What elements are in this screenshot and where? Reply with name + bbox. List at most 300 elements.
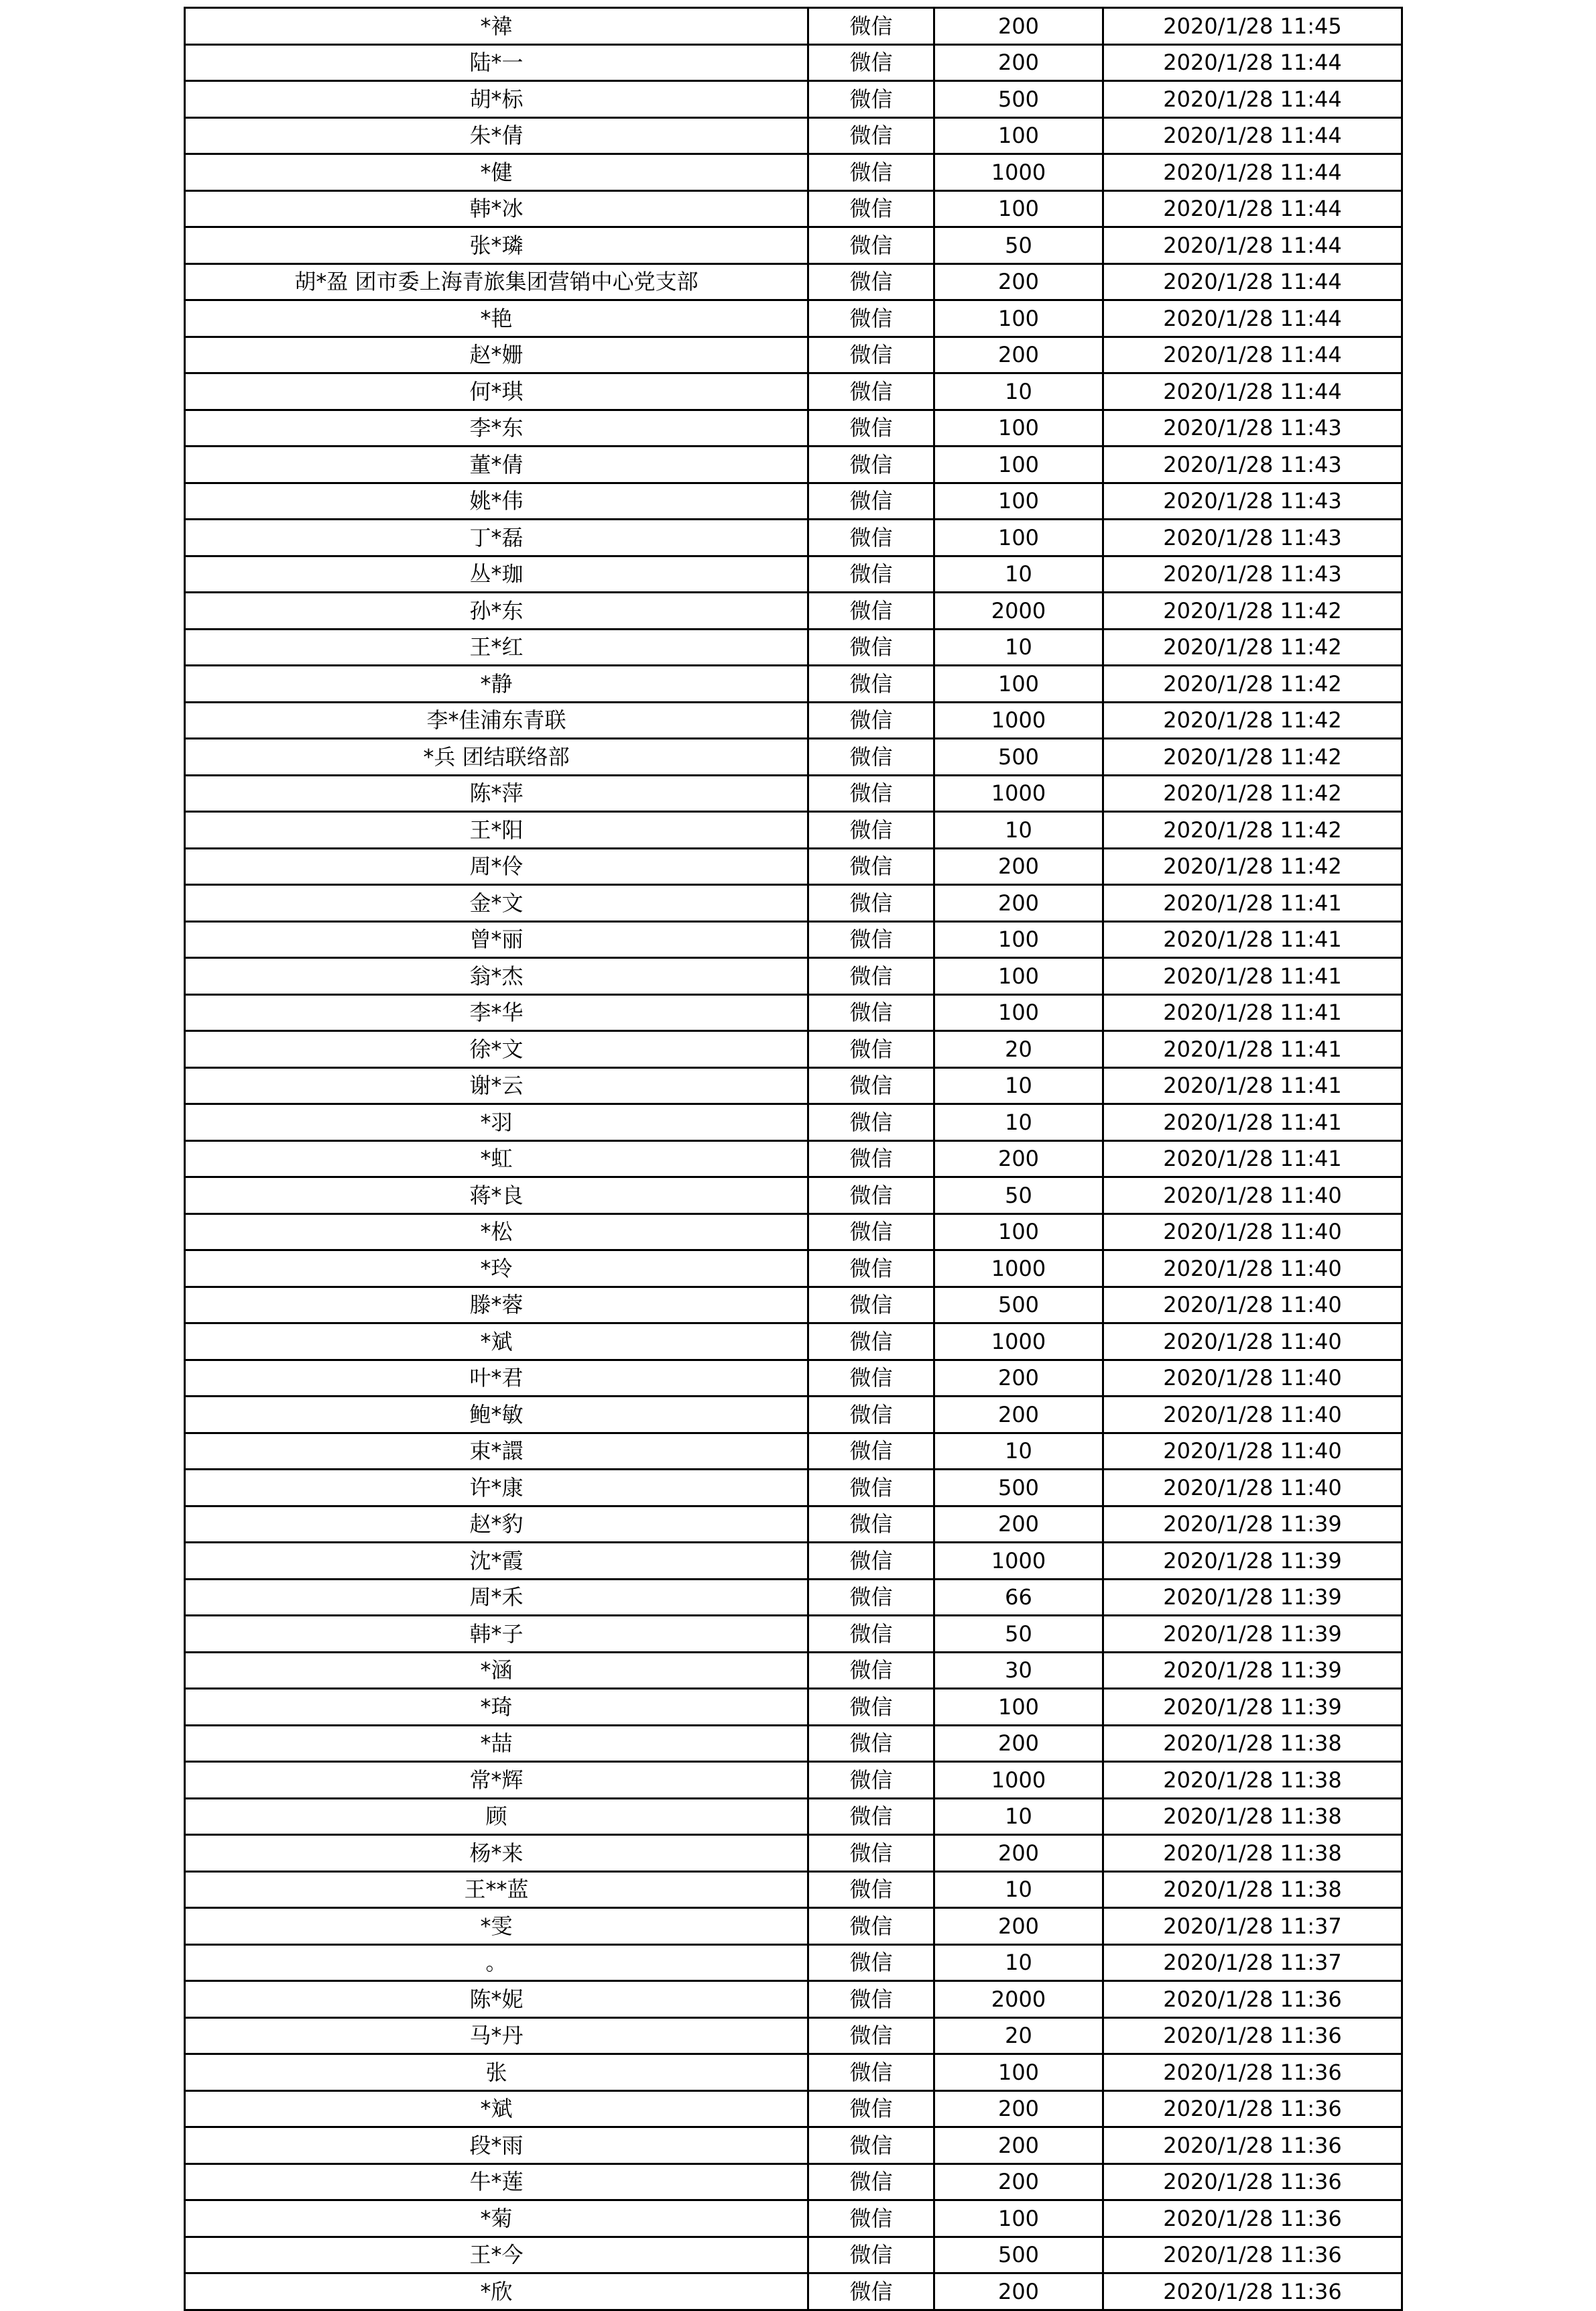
- table-row: [185, 2164, 1402, 2200]
- donor-name-cell: 周*禾: [185, 1579, 808, 1616]
- timestamp-cell: 2020/1/28 11:40: [1103, 1397, 1402, 1433]
- amount-cell: 100: [934, 921, 1103, 958]
- timestamp-cell: 2020/1/28 11:38: [1103, 1871, 1402, 1908]
- donor-name-cell: 王*阳: [185, 812, 808, 849]
- amount-cell: 100: [934, 2200, 1103, 2237]
- timestamp-cell: 2020/1/28 11:44: [1103, 373, 1402, 410]
- amount-cell: 2000: [934, 1981, 1103, 2018]
- table-row: [185, 702, 1402, 739]
- timestamp-cell: 2020/1/28 11:40: [1103, 1250, 1402, 1287]
- timestamp-cell: 2020/1/28 11:41: [1103, 921, 1402, 958]
- amount-cell: 100: [934, 1213, 1103, 1250]
- donor-name-cell: 王**蓝: [185, 1871, 808, 1908]
- amount-cell: 200: [934, 2273, 1103, 2310]
- table-row: [185, 2273, 1402, 2310]
- donor-name-cell: 姚*伟: [185, 483, 808, 520]
- amount-cell: 100: [934, 300, 1103, 337]
- timestamp-cell: 2020/1/28 11:36: [1103, 2127, 1402, 2164]
- table-row: [185, 1944, 1402, 1981]
- timestamp-cell: 2020/1/28 11:39: [1103, 1616, 1402, 1653]
- payment-channel-cell: 微信: [808, 1762, 934, 1799]
- amount-cell: 200: [934, 8, 1103, 45]
- amount-cell: 100: [934, 958, 1103, 995]
- table-row: [185, 1506, 1402, 1543]
- table-row: [185, 447, 1402, 483]
- donor-name-cell: 董*倩: [185, 447, 808, 483]
- payment-channel-cell: 微信: [808, 410, 934, 447]
- donor-name-cell: *斌: [185, 2090, 808, 2127]
- timestamp-cell: 2020/1/28 11:43: [1103, 556, 1402, 593]
- amount-cell: 200: [934, 2090, 1103, 2127]
- amount-cell: 10: [934, 1798, 1103, 1835]
- amount-cell: 30: [934, 1652, 1103, 1689]
- timestamp-cell: 2020/1/28 11:39: [1103, 1689, 1402, 1726]
- amount-cell: 100: [934, 2054, 1103, 2091]
- donor-name-cell: 常*辉: [185, 1762, 808, 1799]
- donor-name-cell: 。: [185, 1944, 808, 1981]
- amount-cell: 10: [934, 1944, 1103, 1981]
- table-row: [185, 2054, 1402, 2091]
- amount-cell: 10: [934, 1433, 1103, 1470]
- timestamp-cell: 2020/1/28 11:42: [1103, 629, 1402, 666]
- payment-channel-cell: 微信: [808, 1908, 934, 1945]
- amount-cell: 1000: [934, 1323, 1103, 1360]
- timestamp-cell: 2020/1/28 11:41: [1103, 1067, 1402, 1104]
- donor-name-cell: 金*文: [185, 885, 808, 922]
- amount-cell: 10: [934, 373, 1103, 410]
- table-row: [185, 373, 1402, 410]
- amount-cell: 200: [934, 263, 1103, 300]
- amount-cell: 200: [934, 885, 1103, 922]
- payment-channel-cell: 微信: [808, 593, 934, 630]
- amount-cell: 1000: [934, 1762, 1103, 1799]
- payment-channel-cell: 微信: [808, 1944, 934, 1981]
- timestamp-cell: 2020/1/28 11:42: [1103, 739, 1402, 776]
- payment-channel-cell: 微信: [808, 337, 934, 373]
- donor-name-cell: 马*丹: [185, 2017, 808, 2054]
- donor-name-cell: 蒋*良: [185, 1177, 808, 1214]
- table-row: [185, 1031, 1402, 1068]
- timestamp-cell: 2020/1/28 11:43: [1103, 520, 1402, 556]
- table-row: [185, 1835, 1402, 1872]
- timestamp-cell: 2020/1/28 11:36: [1103, 1981, 1402, 2018]
- donor-name-cell: *喆: [185, 1725, 808, 1762]
- table-row: [185, 1981, 1402, 2018]
- amount-cell: 500: [934, 739, 1103, 776]
- payment-channel-cell: 微信: [808, 1140, 934, 1177]
- amount-cell: 200: [934, 2164, 1103, 2200]
- table-row: [185, 812, 1402, 849]
- amount-cell: 100: [934, 994, 1103, 1031]
- payment-channel-cell: 微信: [808, 117, 934, 154]
- donor-name-cell: 牛*莲: [185, 2164, 808, 2200]
- timestamp-cell: 2020/1/28 11:44: [1103, 190, 1402, 227]
- amount-cell: 100: [934, 447, 1103, 483]
- table-row: [185, 629, 1402, 666]
- payment-channel-cell: 微信: [808, 44, 934, 81]
- payment-channel-cell: 微信: [808, 739, 934, 776]
- payment-channel-cell: 微信: [808, 1031, 934, 1068]
- payment-channel-cell: 微信: [808, 958, 934, 995]
- timestamp-cell: 2020/1/28 11:36: [1103, 2164, 1402, 2200]
- donation-table: [184, 7, 1403, 2311]
- donor-name-cell: 何*琪: [185, 373, 808, 410]
- payment-channel-cell: 微信: [808, 629, 934, 666]
- donor-name-cell: 谢*云: [185, 1067, 808, 1104]
- timestamp-cell: 2020/1/28 11:39: [1103, 1543, 1402, 1580]
- donor-name-cell: 丛*珈: [185, 556, 808, 593]
- payment-channel-cell: 微信: [808, 1433, 934, 1470]
- table-row: [185, 666, 1402, 703]
- donor-name-cell: 滕*蓉: [185, 1287, 808, 1323]
- amount-cell: 10: [934, 812, 1103, 849]
- donor-name-cell: 王*红: [185, 629, 808, 666]
- timestamp-cell: 2020/1/28 11:38: [1103, 1762, 1402, 1799]
- payment-channel-cell: 微信: [808, 447, 934, 483]
- donor-name-cell: *雯: [185, 1908, 808, 1945]
- amount-cell: 100: [934, 410, 1103, 447]
- timestamp-cell: 2020/1/28 11:44: [1103, 227, 1402, 264]
- payment-channel-cell: 微信: [808, 2200, 934, 2237]
- table-row: [185, 1689, 1402, 1726]
- payment-channel-cell: 微信: [808, 1506, 934, 1543]
- donor-name-cell: 胡*标: [185, 81, 808, 118]
- table-row: [185, 1725, 1402, 1762]
- amount-cell: 200: [934, 848, 1103, 885]
- amount-cell: 100: [934, 117, 1103, 154]
- amount-cell: 200: [934, 1397, 1103, 1433]
- payment-channel-cell: 微信: [808, 994, 934, 1031]
- timestamp-cell: 2020/1/28 11:44: [1103, 44, 1402, 81]
- table-row: [185, 154, 1402, 191]
- table-row: [185, 263, 1402, 300]
- donor-name-cell: *兵 团结联络部: [185, 739, 808, 776]
- timestamp-cell: 2020/1/28 11:40: [1103, 1470, 1402, 1506]
- timestamp-cell: 2020/1/28 11:44: [1103, 300, 1402, 337]
- donor-name-cell: 张*璘: [185, 227, 808, 264]
- payment-channel-cell: 微信: [808, 666, 934, 703]
- amount-cell: 50: [934, 1616, 1103, 1653]
- amount-cell: 10: [934, 1067, 1103, 1104]
- table-row: [185, 1871, 1402, 1908]
- table-row: [185, 337, 1402, 373]
- donor-name-cell: *琦: [185, 1689, 808, 1726]
- donor-name-cell: *艳: [185, 300, 808, 337]
- donor-name-cell: 陆*一: [185, 44, 808, 81]
- timestamp-cell: 2020/1/28 11:45: [1103, 8, 1402, 45]
- donor-name-cell: 沈*霞: [185, 1543, 808, 1580]
- timestamp-cell: 2020/1/28 11:40: [1103, 1177, 1402, 1214]
- payment-channel-cell: 微信: [808, 373, 934, 410]
- amount-cell: 500: [934, 2237, 1103, 2273]
- timestamp-cell: 2020/1/28 11:39: [1103, 1506, 1402, 1543]
- payment-channel-cell: 微信: [808, 263, 934, 300]
- timestamp-cell: 2020/1/28 11:42: [1103, 848, 1402, 885]
- table-row: [185, 593, 1402, 630]
- payment-channel-cell: 微信: [808, 1213, 934, 1250]
- donor-name-cell: *斌: [185, 1323, 808, 1360]
- timestamp-cell: 2020/1/28 11:41: [1103, 958, 1402, 995]
- table-row: [185, 1908, 1402, 1945]
- payment-channel-cell: 微信: [808, 1579, 934, 1616]
- timestamp-cell: 2020/1/28 11:36: [1103, 2273, 1402, 2310]
- table-row: [185, 1104, 1402, 1141]
- payment-channel-cell: 微信: [808, 1397, 934, 1433]
- payment-channel-cell: 微信: [808, 8, 934, 45]
- table-row: [185, 958, 1402, 995]
- amount-cell: 500: [934, 1470, 1103, 1506]
- table-row: [185, 1397, 1402, 1433]
- amount-cell: 100: [934, 1689, 1103, 1726]
- donor-name-cell: 韩*冰: [185, 190, 808, 227]
- amount-cell: 1000: [934, 1250, 1103, 1287]
- timestamp-cell: 2020/1/28 11:42: [1103, 812, 1402, 849]
- donor-name-cell: 丁*磊: [185, 520, 808, 556]
- payment-channel-cell: 微信: [808, 1177, 934, 1214]
- table-row: [185, 1067, 1402, 1104]
- amount-cell: 200: [934, 337, 1103, 373]
- amount-cell: 200: [934, 44, 1103, 81]
- donor-name-cell: 李*东: [185, 410, 808, 447]
- table-row: [185, 520, 1402, 556]
- table-row: [185, 2017, 1402, 2054]
- table-row: [185, 739, 1402, 776]
- payment-channel-cell: 微信: [808, 848, 934, 885]
- payment-channel-cell: 微信: [808, 190, 934, 227]
- payment-channel-cell: 微信: [808, 2090, 934, 2127]
- payment-channel-cell: 微信: [808, 1543, 934, 1580]
- timestamp-cell: 2020/1/28 11:44: [1103, 81, 1402, 118]
- amount-cell: 100: [934, 520, 1103, 556]
- timestamp-cell: 2020/1/28 11:40: [1103, 1287, 1402, 1323]
- donor-name-cell: *健: [185, 154, 808, 191]
- amount-cell: 100: [934, 483, 1103, 520]
- table-row: [185, 1543, 1402, 1580]
- payment-channel-cell: 微信: [808, 2273, 934, 2310]
- timestamp-cell: 2020/1/28 11:40: [1103, 1360, 1402, 1397]
- donor-name-cell: 李*华: [185, 994, 808, 1031]
- payment-channel-cell: 微信: [808, 1067, 934, 1104]
- table-row: [185, 227, 1402, 264]
- payment-channel-cell: 微信: [808, 812, 934, 849]
- timestamp-cell: 2020/1/28 11:36: [1103, 2017, 1402, 2054]
- table-row: [185, 190, 1402, 227]
- payment-channel-cell: 微信: [808, 1871, 934, 1908]
- table-row: [185, 1360, 1402, 1397]
- timestamp-cell: 2020/1/28 11:36: [1103, 2054, 1402, 2091]
- amount-cell: 20: [934, 1031, 1103, 1068]
- table-row: [185, 44, 1402, 81]
- donor-name-cell: 叶*君: [185, 1360, 808, 1397]
- amount-cell: 50: [934, 227, 1103, 264]
- payment-channel-cell: 微信: [808, 1287, 934, 1323]
- payment-channel-cell: 微信: [808, 1323, 934, 1360]
- payment-channel-cell: 微信: [808, 885, 934, 922]
- timestamp-cell: 2020/1/28 11:38: [1103, 1798, 1402, 1835]
- donor-name-cell: 翁*杰: [185, 958, 808, 995]
- timestamp-cell: 2020/1/28 11:41: [1103, 994, 1402, 1031]
- table-row: [185, 1433, 1402, 1470]
- timestamp-cell: 2020/1/28 11:36: [1103, 2090, 1402, 2127]
- table-row: [185, 1177, 1402, 1214]
- payment-channel-cell: 微信: [808, 1104, 934, 1141]
- donor-name-cell: *玲: [185, 1250, 808, 1287]
- table-row: [185, 300, 1402, 337]
- table-row: [185, 1798, 1402, 1835]
- amount-cell: 10: [934, 1871, 1103, 1908]
- amount-cell: 1000: [934, 775, 1103, 812]
- table-row: [185, 1250, 1402, 1287]
- donor-name-cell: *羽: [185, 1104, 808, 1141]
- donor-name-cell: *涵: [185, 1652, 808, 1689]
- timestamp-cell: 2020/1/28 11:38: [1103, 1725, 1402, 1762]
- donor-name-cell: *静: [185, 666, 808, 703]
- amount-cell: 200: [934, 1725, 1103, 1762]
- amount-cell: 100: [934, 190, 1103, 227]
- donor-name-cell: 韩*子: [185, 1616, 808, 1653]
- payment-channel-cell: 微信: [808, 1250, 934, 1287]
- timestamp-cell: 2020/1/28 11:43: [1103, 447, 1402, 483]
- payment-channel-cell: 微信: [808, 483, 934, 520]
- timestamp-cell: 2020/1/28 11:44: [1103, 337, 1402, 373]
- table-row: [185, 1616, 1402, 1653]
- payment-channel-cell: 微信: [808, 1470, 934, 1506]
- table-row: [185, 2237, 1402, 2273]
- table-row: [185, 1287, 1402, 1323]
- timestamp-cell: 2020/1/28 11:41: [1103, 885, 1402, 922]
- amount-cell: 1000: [934, 702, 1103, 739]
- table-row: [185, 117, 1402, 154]
- timestamp-cell: 2020/1/28 11:40: [1103, 1213, 1402, 1250]
- timestamp-cell: 2020/1/28 11:40: [1103, 1433, 1402, 1470]
- timestamp-cell: 2020/1/28 11:41: [1103, 1104, 1402, 1141]
- amount-cell: 100: [934, 666, 1103, 703]
- table-row: [185, 1579, 1402, 1616]
- table-row: [185, 994, 1402, 1031]
- payment-channel-cell: 微信: [808, 2054, 934, 2091]
- payment-channel-cell: 微信: [808, 1652, 934, 1689]
- amount-cell: 200: [934, 1506, 1103, 1543]
- timestamp-cell: 2020/1/28 11:42: [1103, 775, 1402, 812]
- donor-name-cell: 曾*丽: [185, 921, 808, 958]
- table-row: [185, 2127, 1402, 2164]
- donor-name-cell: 张: [185, 2054, 808, 2091]
- table-row: [185, 410, 1402, 447]
- amount-cell: 50: [934, 1177, 1103, 1214]
- timestamp-cell: 2020/1/28 11:41: [1103, 1140, 1402, 1177]
- payment-channel-cell: 微信: [808, 520, 934, 556]
- timestamp-cell: 2020/1/28 11:36: [1103, 2237, 1402, 2273]
- payment-channel-cell: 微信: [808, 227, 934, 264]
- timestamp-cell: 2020/1/28 11:37: [1103, 1944, 1402, 1981]
- amount-cell: 200: [934, 1140, 1103, 1177]
- amount-cell: 500: [934, 81, 1103, 118]
- amount-cell: 200: [934, 1835, 1103, 1872]
- timestamp-cell: 2020/1/28 11:44: [1103, 263, 1402, 300]
- amount-cell: 200: [934, 2127, 1103, 2164]
- donor-name-cell: 胡*盈 团市委上海青旅集团营销中心党支部: [185, 263, 808, 300]
- donor-name-cell: 徐*文: [185, 1031, 808, 1068]
- donor-name-cell: 赵*姗: [185, 337, 808, 373]
- payment-channel-cell: 微信: [808, 2164, 934, 2200]
- donor-name-cell: 鲍*敏: [185, 1397, 808, 1433]
- donor-name-cell: 孙*东: [185, 593, 808, 630]
- donor-name-cell: *虹: [185, 1140, 808, 1177]
- payment-channel-cell: 微信: [808, 1725, 934, 1762]
- donor-name-cell: 李*佳浦东青联: [185, 702, 808, 739]
- payment-channel-cell: 微信: [808, 702, 934, 739]
- timestamp-cell: 2020/1/28 11:44: [1103, 117, 1402, 154]
- amount-cell: 500: [934, 1287, 1103, 1323]
- donor-name-cell: 顾: [185, 1798, 808, 1835]
- timestamp-cell: 2020/1/28 11:41: [1103, 1031, 1402, 1068]
- amount-cell: 10: [934, 556, 1103, 593]
- timestamp-cell: 2020/1/28 11:39: [1103, 1579, 1402, 1616]
- payment-channel-cell: 微信: [808, 1360, 934, 1397]
- payment-channel-cell: 微信: [808, 154, 934, 191]
- table-row: [185, 81, 1402, 118]
- table-row: [185, 1762, 1402, 1799]
- timestamp-cell: 2020/1/28 11:43: [1103, 410, 1402, 447]
- amount-cell: 2000: [934, 593, 1103, 630]
- amount-cell: 200: [934, 1360, 1103, 1397]
- payment-channel-cell: 微信: [808, 921, 934, 958]
- timestamp-cell: 2020/1/28 11:44: [1103, 154, 1402, 191]
- payment-channel-cell: 微信: [808, 1981, 934, 2018]
- timestamp-cell: 2020/1/28 11:42: [1103, 593, 1402, 630]
- table-row: [185, 8, 1402, 45]
- timestamp-cell: 2020/1/28 11:40: [1103, 1323, 1402, 1360]
- payment-channel-cell: 微信: [808, 2017, 934, 2054]
- payment-channel-cell: 微信: [808, 556, 934, 593]
- amount-cell: 10: [934, 1104, 1103, 1141]
- table-row: [185, 775, 1402, 812]
- table-row: [185, 885, 1402, 922]
- amount-cell: 10: [934, 629, 1103, 666]
- donor-name-cell: *褘: [185, 8, 808, 45]
- table-row: [185, 1213, 1402, 1250]
- donor-name-cell: *菊: [185, 2200, 808, 2237]
- table-row: [185, 1470, 1402, 1506]
- payment-channel-cell: 微信: [808, 1689, 934, 1726]
- timestamp-cell: 2020/1/28 11:43: [1103, 483, 1402, 520]
- donor-name-cell: 王*今: [185, 2237, 808, 2273]
- donor-name-cell: 赵*豹: [185, 1506, 808, 1543]
- donor-name-cell: *松: [185, 1213, 808, 1250]
- donation-table-body: [185, 8, 1402, 2310]
- donor-name-cell: 朱*倩: [185, 117, 808, 154]
- table-row: [185, 921, 1402, 958]
- donor-name-cell: 段*雨: [185, 2127, 808, 2164]
- table-row: [185, 2090, 1402, 2127]
- payment-channel-cell: 微信: [808, 2237, 934, 2273]
- donor-name-cell: 周*伶: [185, 848, 808, 885]
- amount-cell: 1000: [934, 1543, 1103, 1580]
- timestamp-cell: 2020/1/28 11:37: [1103, 1908, 1402, 1945]
- table-row: [185, 2200, 1402, 2237]
- table-row: [185, 556, 1402, 593]
- payment-channel-cell: 微信: [808, 1798, 934, 1835]
- amount-cell: 66: [934, 1579, 1103, 1616]
- donor-name-cell: 陈*萍: [185, 775, 808, 812]
- timestamp-cell: 2020/1/28 11:39: [1103, 1652, 1402, 1689]
- payment-channel-cell: 微信: [808, 1835, 934, 1872]
- donor-name-cell: 陈*妮: [185, 1981, 808, 2018]
- donor-name-cell: 束*譞: [185, 1433, 808, 1470]
- payment-channel-cell: 微信: [808, 2127, 934, 2164]
- timestamp-cell: 2020/1/28 11:42: [1103, 666, 1402, 703]
- timestamp-cell: 2020/1/28 11:36: [1103, 2200, 1402, 2237]
